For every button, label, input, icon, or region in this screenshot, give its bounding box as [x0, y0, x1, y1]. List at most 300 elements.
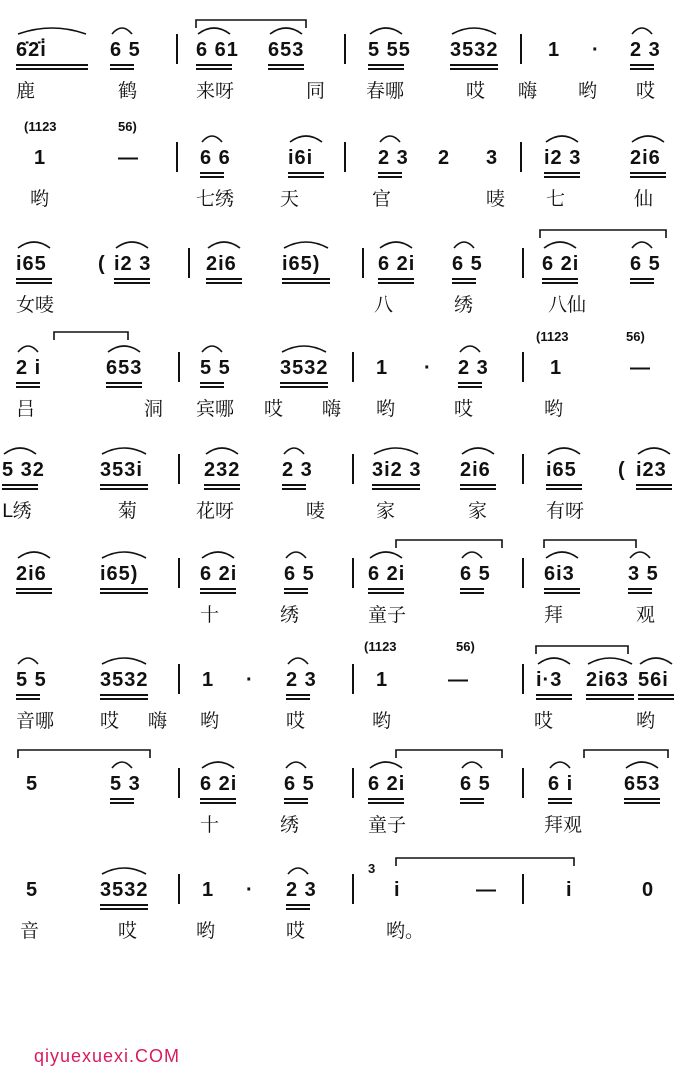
beam-line	[16, 386, 40, 388]
note-group: ·	[246, 669, 254, 691]
note-group: 6i3	[544, 563, 575, 585]
lyric-text: 绣	[280, 604, 300, 626]
note-group: 2 3	[286, 669, 317, 691]
lyric-text: 家	[376, 500, 396, 522]
bar-line	[176, 142, 178, 172]
note-group: 2i6	[16, 563, 47, 585]
slur-arc	[452, 28, 496, 34]
slur-arc	[202, 136, 222, 142]
beam-line	[460, 588, 484, 590]
slur-arc	[284, 448, 304, 454]
slur-arc	[454, 242, 474, 248]
beam-line	[16, 282, 52, 284]
beam-line	[200, 802, 236, 804]
beam-line	[546, 488, 582, 490]
note-group: 6̇2̇i̇	[16, 39, 47, 61]
note-group: 3532	[100, 879, 149, 901]
beam-line	[106, 382, 142, 384]
beam-line	[368, 68, 404, 70]
bar-line	[178, 664, 180, 694]
lyric-text: 宾哪	[196, 398, 235, 420]
note-group: 2 3	[458, 357, 489, 379]
beam-line	[284, 798, 308, 800]
tie-bracket	[396, 540, 502, 548]
note-group: i65)	[100, 563, 139, 585]
note-group: 353i	[100, 459, 143, 481]
beam-line	[368, 798, 404, 800]
note-group: 5	[26, 773, 39, 795]
lyric-text: 哟	[372, 710, 392, 732]
beam-line	[638, 698, 674, 700]
lyric-text: 观	[636, 604, 656, 626]
note-group: 6 5	[452, 253, 483, 275]
note-group: 6 2i	[542, 253, 580, 275]
slur-arc	[288, 868, 308, 874]
lyric-text: 花呀	[196, 500, 235, 522]
note-group: i65	[546, 459, 577, 481]
lyric-text: 天	[280, 188, 300, 210]
slur-arc	[380, 136, 400, 142]
beam-line	[286, 904, 310, 906]
beam-line	[2, 488, 38, 490]
note-group: —	[448, 669, 469, 691]
note-group: 6 2i	[200, 773, 238, 795]
slur-arc	[108, 346, 140, 352]
note-group: 5	[26, 879, 39, 901]
slur-arc	[290, 136, 322, 142]
note-group: 653	[106, 357, 143, 379]
beam-line	[460, 802, 484, 804]
beam-line	[372, 488, 420, 490]
bar-line	[178, 768, 180, 798]
slur-arc	[538, 658, 570, 664]
note-group: i2 3	[544, 147, 582, 169]
tie-bracket	[396, 858, 574, 866]
beam-line	[536, 698, 572, 700]
beam-line	[630, 278, 654, 280]
slur-arc	[102, 448, 146, 454]
beam-line	[544, 592, 580, 594]
note-group: 2 3	[378, 147, 409, 169]
beam-line	[2, 484, 38, 486]
lyric-text: 唛	[306, 500, 326, 522]
beam-line	[288, 176, 324, 178]
note-group: 6 5	[284, 563, 315, 585]
beam-line	[204, 488, 240, 490]
lyric-text: 绣	[280, 814, 300, 836]
slur-arc	[208, 242, 240, 248]
lyric-text: 哎	[636, 80, 656, 102]
bar-line	[522, 874, 524, 904]
note-group: 3i2 3	[372, 459, 422, 481]
note-group: i2 3	[114, 253, 152, 275]
lyric-text: 哟	[544, 398, 564, 420]
beam-line	[638, 694, 674, 696]
lyric-text: L绣	[2, 500, 32, 522]
beam-line	[460, 488, 496, 490]
beam-line	[16, 694, 40, 696]
grace-notes: (1123	[24, 119, 57, 134]
beam-line	[282, 278, 330, 280]
note-group: 5 55	[368, 39, 411, 61]
beam-line	[548, 798, 572, 800]
slur-arc	[630, 552, 650, 558]
note-group: 3	[486, 147, 499, 169]
slur-arc	[18, 346, 38, 352]
lyric-text: 鹿	[16, 80, 36, 102]
note-group: 653	[268, 39, 305, 61]
beam-line	[16, 588, 52, 590]
lyric-text: 音哪	[16, 710, 55, 732]
beam-line	[284, 592, 308, 594]
note-group: 1	[202, 879, 215, 901]
beam-line	[282, 488, 306, 490]
lyric-text: 仙	[634, 188, 654, 210]
slur-arc	[370, 762, 402, 768]
beam-line	[196, 64, 232, 66]
beam-line	[284, 802, 308, 804]
note-group: 2 3	[630, 39, 661, 61]
slur-arc	[632, 28, 652, 34]
beam-line	[630, 68, 654, 70]
lyric-text: 哎	[466, 80, 486, 102]
lyric-text: 哎	[534, 710, 554, 732]
note-group: 2i63	[586, 669, 629, 691]
note-group: i23	[636, 459, 667, 481]
slur-arc	[370, 552, 402, 558]
beam-line	[200, 172, 224, 174]
tie-bracket	[196, 20, 306, 28]
beam-line	[452, 282, 476, 284]
beam-line	[460, 484, 496, 486]
slur-arc	[640, 658, 672, 664]
beam-line	[636, 484, 672, 486]
bar-line	[188, 248, 190, 278]
beam-line	[200, 588, 236, 590]
beam-line	[106, 386, 142, 388]
lyric-text: 哟	[578, 80, 598, 102]
bar-line	[520, 142, 522, 172]
beam-line	[586, 698, 634, 700]
beam-line	[542, 278, 578, 280]
bar-line	[352, 874, 354, 904]
bar-line	[178, 874, 180, 904]
beam-line	[630, 172, 666, 174]
lyric-text: 嗨	[148, 710, 168, 732]
note-group: —	[630, 357, 651, 379]
beam-line	[460, 592, 484, 594]
lyric-text: 七	[546, 188, 566, 210]
beam-line	[368, 592, 404, 594]
lyric-text: 七绣	[196, 188, 235, 210]
slur-arc	[18, 658, 38, 664]
lyric-text: 洞	[144, 398, 164, 420]
note-group: 2i6	[206, 253, 237, 275]
tie-bracket	[544, 540, 636, 548]
beam-line	[206, 278, 242, 280]
note-group: (	[98, 253, 106, 275]
beam-line	[100, 588, 148, 590]
lyric-text: 拜观	[544, 814, 583, 836]
bar-line	[352, 454, 354, 484]
lyric-text: 哎	[100, 710, 120, 732]
beam-line	[624, 802, 660, 804]
tie-bracket	[54, 332, 128, 340]
slur-arc	[588, 658, 632, 664]
slur-arc	[370, 28, 402, 34]
note-group: 6 5	[284, 773, 315, 795]
lyric-text: 来呀	[196, 80, 235, 102]
note-group: 232	[204, 459, 241, 481]
beam-line	[368, 588, 404, 590]
beam-line	[110, 64, 134, 66]
bar-line	[522, 352, 524, 382]
bar-line	[522, 768, 524, 798]
beam-line	[282, 282, 330, 284]
note-group: 3532	[100, 669, 149, 691]
note-group: 6 6	[200, 147, 231, 169]
beam-line	[630, 176, 666, 178]
bar-line	[362, 248, 364, 278]
bar-line	[178, 454, 180, 484]
beam-line	[368, 64, 404, 66]
beam-line	[16, 592, 52, 594]
beam-line	[628, 592, 652, 594]
slur-arc	[380, 242, 412, 248]
grace-notes: 3	[368, 861, 376, 876]
note-group: 6 2i	[378, 253, 416, 275]
beam-line	[100, 698, 148, 700]
note-group: 2	[438, 147, 451, 169]
note-group: 2 3	[282, 459, 313, 481]
beam-line	[110, 68, 134, 70]
beam-line	[548, 802, 572, 804]
bar-line	[344, 142, 346, 172]
beam-line	[200, 592, 236, 594]
lyric-text: 哟	[200, 710, 220, 732]
note-group: 6 5	[460, 563, 491, 585]
note-group: 5 5	[200, 357, 231, 379]
slur-arc	[18, 552, 50, 558]
beam-line	[636, 488, 672, 490]
lyric-text: 哟	[636, 710, 656, 732]
slur-arc	[462, 552, 482, 558]
lyric-text: 哎	[286, 710, 306, 732]
note-group: 6 i	[548, 773, 574, 795]
slur-arc	[632, 242, 652, 248]
lyric-text: 十	[200, 604, 220, 626]
slur-arc	[284, 242, 328, 248]
grace-notes: 56)	[118, 119, 137, 134]
beam-line	[196, 68, 232, 70]
lyric-text: 音	[20, 920, 40, 942]
note-group: i·3	[536, 669, 563, 691]
beam-line	[630, 282, 654, 284]
beam-line	[16, 68, 88, 70]
note-group: i65	[16, 253, 47, 275]
lyric-text: 同	[306, 80, 326, 102]
slur-arc	[462, 762, 482, 768]
note-group: ·	[424, 357, 432, 379]
lyric-text: 哎	[454, 398, 474, 420]
beam-line	[286, 694, 310, 696]
note-group: 6 2i	[368, 563, 406, 585]
beam-line	[16, 382, 40, 384]
note-group: 2i6	[630, 147, 661, 169]
slur-arc	[550, 762, 570, 768]
grace-notes: 56)	[456, 639, 475, 654]
tie-bracket	[584, 750, 668, 758]
note-group: i	[566, 879, 573, 901]
lyric-text: 哟。	[386, 920, 425, 942]
note-group: 1	[202, 669, 215, 691]
beam-line	[286, 698, 310, 700]
note-group: 1	[376, 357, 389, 379]
note-group: 6 5	[630, 253, 661, 275]
tie-bracket	[18, 750, 150, 758]
slur-arc	[102, 868, 146, 874]
beam-line	[114, 278, 150, 280]
beam-line	[100, 904, 148, 906]
note-group: 5 5	[16, 669, 47, 691]
lyric-text: 女唛	[16, 294, 55, 316]
bar-line	[352, 768, 354, 798]
slur-arc	[460, 346, 480, 352]
beam-line	[16, 698, 40, 700]
bar-line	[176, 34, 178, 64]
beam-line	[544, 172, 580, 174]
note-group: 1	[550, 357, 563, 379]
tie-bracket	[396, 750, 502, 758]
slur-arc	[626, 762, 658, 768]
beam-line	[544, 588, 580, 590]
beam-line	[286, 908, 310, 910]
beam-line	[458, 382, 482, 384]
beam-line	[586, 694, 634, 696]
lyric-text: 童子	[368, 814, 407, 836]
beam-line	[450, 68, 498, 70]
beam-line	[378, 176, 402, 178]
slur-arc	[202, 346, 222, 352]
lyric-text: 菊	[118, 500, 138, 522]
lyric-text: 拜	[544, 604, 564, 626]
beam-line	[280, 386, 328, 388]
lyric-text: 嗨	[518, 80, 538, 102]
beam-line	[536, 694, 572, 696]
slur-arc	[112, 28, 132, 34]
slur-arc	[288, 658, 308, 664]
beam-line	[288, 172, 324, 174]
slur-arc	[544, 242, 576, 248]
bar-line	[520, 34, 522, 64]
slur-arc	[632, 136, 664, 142]
note-group: 0	[642, 879, 655, 901]
beam-line	[628, 588, 652, 590]
lyric-text: 有呀	[546, 500, 585, 522]
lyric-text: 春哪	[366, 80, 405, 102]
beam-line	[450, 64, 498, 66]
note-group: —	[476, 879, 497, 901]
note-group: (	[618, 459, 626, 481]
beam-line	[378, 282, 414, 284]
beam-line	[110, 798, 134, 800]
slur-arc	[638, 448, 670, 454]
beam-line	[100, 488, 148, 490]
note-group: ·	[246, 879, 254, 901]
grace-notes: (1123	[536, 329, 569, 344]
lyric-text: 鹤	[118, 80, 138, 102]
beam-line	[204, 484, 240, 486]
note-group: 2 i	[16, 357, 42, 379]
slur-arc	[18, 28, 86, 34]
grace-notes: (1123	[364, 639, 397, 654]
slur-arc	[116, 242, 148, 248]
beam-line	[100, 484, 148, 486]
beam-line	[268, 64, 304, 66]
lyric-text: 嗨	[322, 398, 342, 420]
beam-line	[378, 278, 414, 280]
tie-bracket	[536, 646, 628, 654]
grace-notes: 56)	[626, 329, 645, 344]
slur-arc	[18, 242, 50, 248]
slur-arc	[102, 658, 146, 664]
beam-line	[544, 176, 580, 178]
bar-line	[344, 34, 346, 64]
beam-line	[546, 484, 582, 486]
bar-line	[352, 558, 354, 588]
note-group: 6 2i	[368, 773, 406, 795]
lyric-text: 八仙	[548, 294, 587, 316]
bar-line	[522, 248, 524, 278]
beam-line	[100, 694, 148, 696]
site-watermark: qiyuexuexi.COM	[34, 1046, 181, 1066]
note-group: i6i	[288, 147, 314, 169]
beam-line	[200, 382, 224, 384]
beam-line	[200, 386, 224, 388]
note-group: 6 5	[460, 773, 491, 795]
lyric-text: 十	[200, 814, 220, 836]
note-group: 6 2i	[200, 563, 238, 585]
beam-line	[460, 798, 484, 800]
beam-line	[206, 282, 242, 284]
slur-arc	[112, 762, 132, 768]
slur-arc	[206, 448, 238, 454]
beam-line	[630, 64, 654, 66]
note-group: 1	[548, 39, 561, 61]
beam-line	[268, 68, 304, 70]
beam-line	[16, 278, 52, 280]
slur-arc	[374, 448, 418, 454]
slur-arc	[102, 552, 146, 558]
note-group: 5 32	[2, 459, 45, 481]
slur-arc	[270, 28, 302, 34]
tie-bracket	[540, 230, 666, 238]
note-group: 5 3	[110, 773, 141, 795]
beam-line	[100, 592, 148, 594]
note-group: 653	[624, 773, 661, 795]
note-group: ·	[592, 39, 600, 61]
slur-arc	[198, 28, 230, 34]
note-group: i65)	[282, 253, 321, 275]
note-group: 3532	[450, 39, 499, 61]
lyric-text: 唛	[486, 188, 506, 210]
beam-line	[200, 176, 224, 178]
bar-line	[178, 352, 180, 382]
lyric-text: 哎	[286, 920, 306, 942]
note-group: 3 5	[628, 563, 659, 585]
note-group: —	[118, 147, 139, 169]
note-group: 2 3	[286, 879, 317, 901]
